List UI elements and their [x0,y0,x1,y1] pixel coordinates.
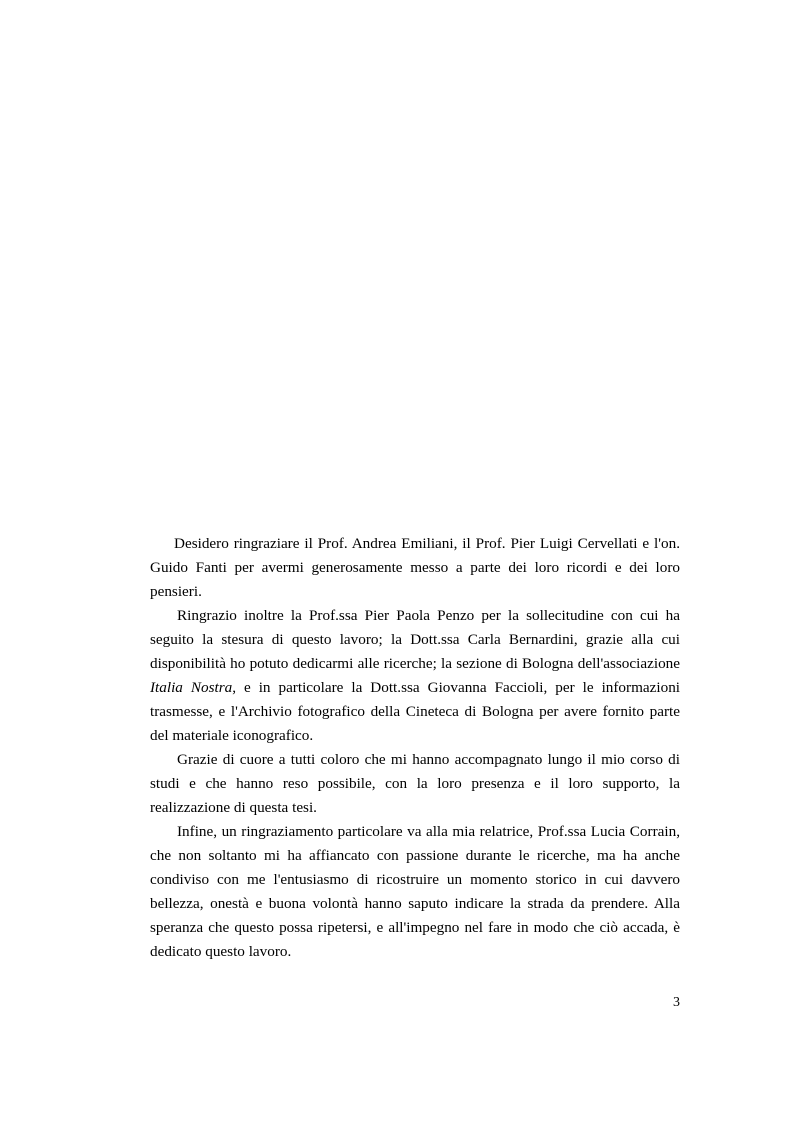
paragraph-2-text-start: Ringrazio inoltre la Prof.ssa Pier Paola Penzo per la sollecitudine con cui ha seguito la stesura di questo lavoro; la Dott.ssa Carla Bernardini, grazie alla cui disponibilità ho potuto dedicarmi alle ricerche; la sezione di Bologna dell'associazione [150,607,680,672]
page-number: 3 [673,995,680,1010]
paragraph-4: Infine, un ringraziamento particolare va alla mia relatrice, Prof.ssa Lucia Corrain, che non soltanto mi ha affiancato con passione durante le ricerche, ma ha anche condiviso con me l'entusiasmo di ricostruire un momento storico in cui davvero bellezza, onestà e buona volontà hanno saputo indicare la strada da prendere. Alla speranza che questo possa ripetersi, e all'impegno nel fare in modo che ciò accada, è dedicato questo lavoro. [150,823,680,960]
acknowledgements-text [150,532,680,964]
italia-nostra-title: Italia Nostra [150,679,233,696]
paragraph-1: Desidero ringraziare il Prof. Andrea Emiliani, il Prof. Pier Luigi Cervellati e l'on. Guido Fanti per avermi generosamente messo a parte dei loro ricordi e dei loro pensieri. [150,535,680,600]
paragraph-2-text-end: , e in particolare la Dott.ssa Giovanna Faccioli, per le informazioni trasmesse, e l'Archivio fotografico della Cineteca di Bologna per avere fornito parte del materiale iconografico. [150,679,681,744]
paragraph-3: Grazie di cuore a tutti coloro che mi hanno accompagnato lungo il mio corso di studi e che hanno reso possibile, con la loro presenza e il loro supporto, la realizzazione di questa tesi. [150,751,680,816]
paragraph-2 [150,604,680,748]
